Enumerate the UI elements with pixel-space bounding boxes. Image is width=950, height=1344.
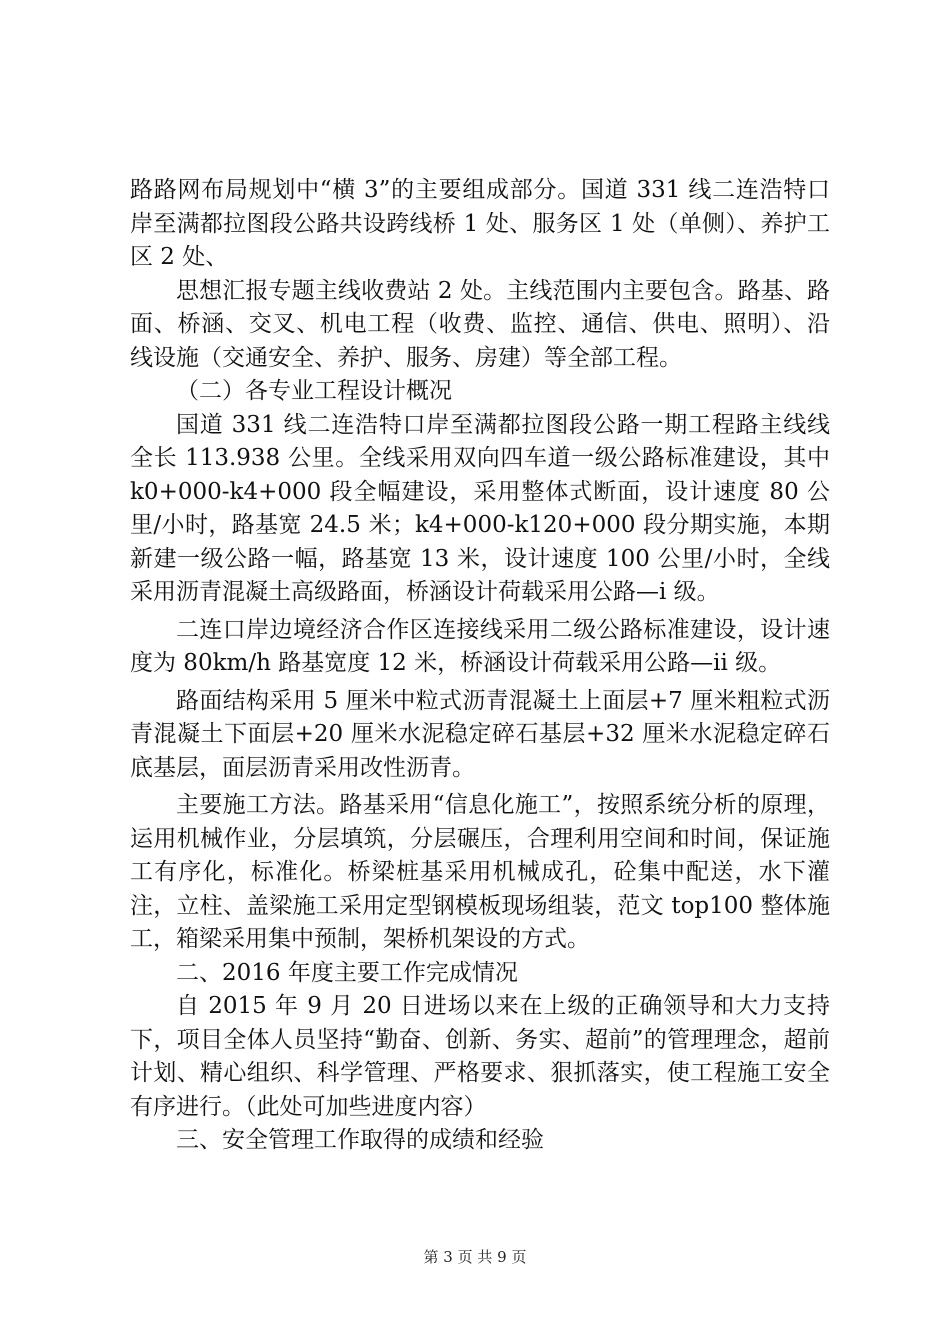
paragraph-7: 主要施工方法。路基采用“信息化施工”，按照系统分析的原理，运用机械作业，分层填筑，分层碾压，合理利用空间和时间，保证施工有序化，标准化。桥梁桩基采用机械成孔，砼集中配送，水下灌注，立柱、盖梁施工采用定型钢模板现场组装，范文 top100 整体施工，箱梁采用集中预制，架桥机架设的方式。 xyxy=(130,792,830,952)
paragraph-4: 国道 331 线二连浩特口岸至满都拉图段公路一期工程路主线线全长 113.938 公里。全线采用双向四车道一级公路标准建设，其中 k0+000-k4+000 段全幅建设，采用整体式断面，设计速度 80 公里/小时，路基宽 24.5 米；k4+000-k120+000 段分期实施，本期新建一级公路一幅，路基宽 13 米，设计速度 100 公里/小时，全线采用沥青混凝土高级路面，桥涵设计荷载采用公路—i 级。 xyxy=(130,411,830,605)
page-number-footer: 第 3 页 共 9 页 xyxy=(423,1248,527,1266)
section-heading-design-overview: （二）各专业工程设计概况 xyxy=(176,378,452,404)
section-heading-2016-work: 二、2016 年度主要工作完成情况 xyxy=(176,959,518,986)
paragraph-2: 思想汇报专题主线收费站 2 处。主线范围内主要包含。路基、路面、桥涵、交叉、机电工程（收费、监控、通信、供电、照明）、沿线设施（交通安全、养护、服务、房建）等全部工程。 xyxy=(130,277,830,371)
document-body xyxy=(130,174,830,1158)
paragraph-9: 自 2015 年 9 月 20 日进场以来在上级的正确领导和大力支持下，项目全体人员坚持“勤奋、创新、务实、超前”的管理理念，超前计划、精心组织、科学管理、严格要求、狠抓落实，使工程施工安全有序进行。（此处可加些进度内容） xyxy=(130,993,830,1120)
paragraph-1: 路路网布局规划中“横 3”的主要组成部分。国道 331 线二连浩特口岸至满都拉图段公路共设跨线桥 1 处、服务区 1 处（单侧）、养护工区 2 处、 xyxy=(130,177,830,270)
section-heading-safety-management: 三、安全管理工作取得的成绩和经验 xyxy=(176,1127,544,1153)
paragraph-5: 二连口岸边境经济合作区连接线采用二级公路标准建设，设计速度为 80km/h 路基宽度 12 米，桥涵设计荷载采用公路—ii 级。 xyxy=(130,616,830,676)
paragraph-6: 路面结构采用 5 厘米中粒式沥青混凝土上面层+7 厘米粗粒式沥青混凝土下面层+20 厘米水泥稳定碎石基层+32 厘米水泥稳定碎石底基层，面层沥青采用改性沥青。 xyxy=(130,687,830,781)
